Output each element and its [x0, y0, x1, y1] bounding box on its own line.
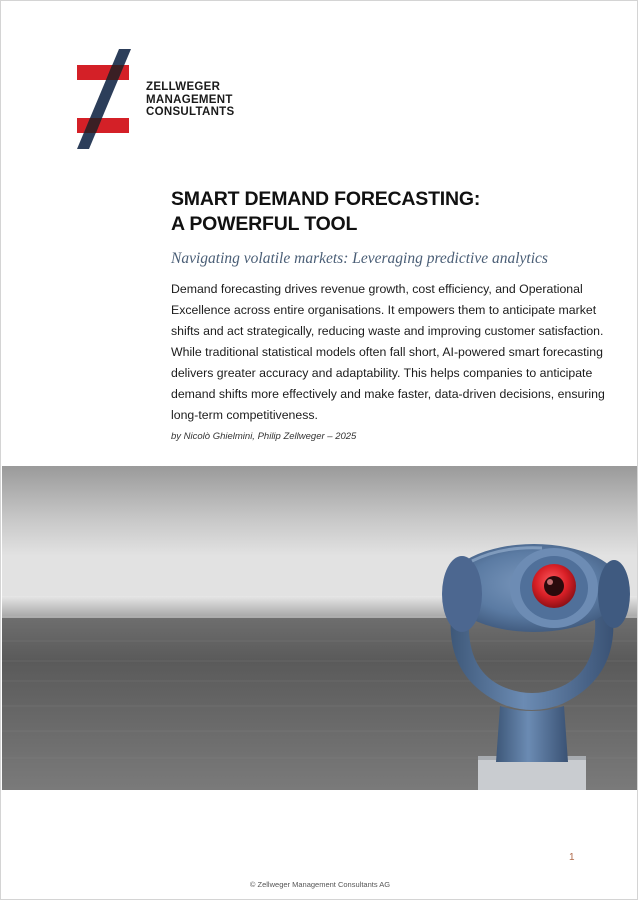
intro-line: delivers greater accuracy and adaptability. This helps companies to anticipate	[171, 366, 593, 380]
logo-wordmark	[146, 81, 234, 119]
logo-mark-icon	[77, 47, 133, 151]
author-byline: by Nicolò Ghielmini, Philip Zellweger – 2025	[171, 431, 357, 442]
intro-line: demand shifts more effectively and make faster, data-driven decisions, ensuring	[171, 387, 605, 401]
document-title	[171, 187, 480, 237]
title-line-2: A POWERFUL TOOL	[171, 213, 358, 235]
page-number: 1	[569, 852, 575, 863]
intro-line: long-term competitiveness.	[171, 408, 318, 422]
logo-diagonal	[77, 49, 131, 149]
binoculars-sea-image	[2, 466, 638, 790]
document-subtitle: Navigating volatile markets: Leveraging predictive analytics	[171, 250, 548, 267]
cover-photo	[2, 466, 638, 790]
copyright-footer: © Zellweger Management Consultants AG	[249, 880, 391, 889]
zellweger-logo	[77, 47, 133, 151]
intro-line: Excellence across entire organisations. It empowers them to anticipate market	[171, 303, 597, 317]
logo-line-3: CONSULTANTS	[146, 106, 235, 118]
intro-paragraph	[171, 279, 605, 426]
intro-line: Demand forecasting drives revenue growth, cost efficiency, and Operational	[171, 282, 583, 296]
intro-line: While traditional statistical models often fall short, AI-powered smart forecasting	[171, 345, 603, 359]
title-line-1: SMART DEMAND FORECASTING:	[171, 188, 481, 210]
logo-line-1: ZELLWEGER	[146, 81, 221, 93]
logo-line-2: MANAGEMENT	[146, 93, 233, 106]
intro-line: shifts and act strategically, reducing waste and improving customer satisfaction.	[171, 324, 604, 338]
